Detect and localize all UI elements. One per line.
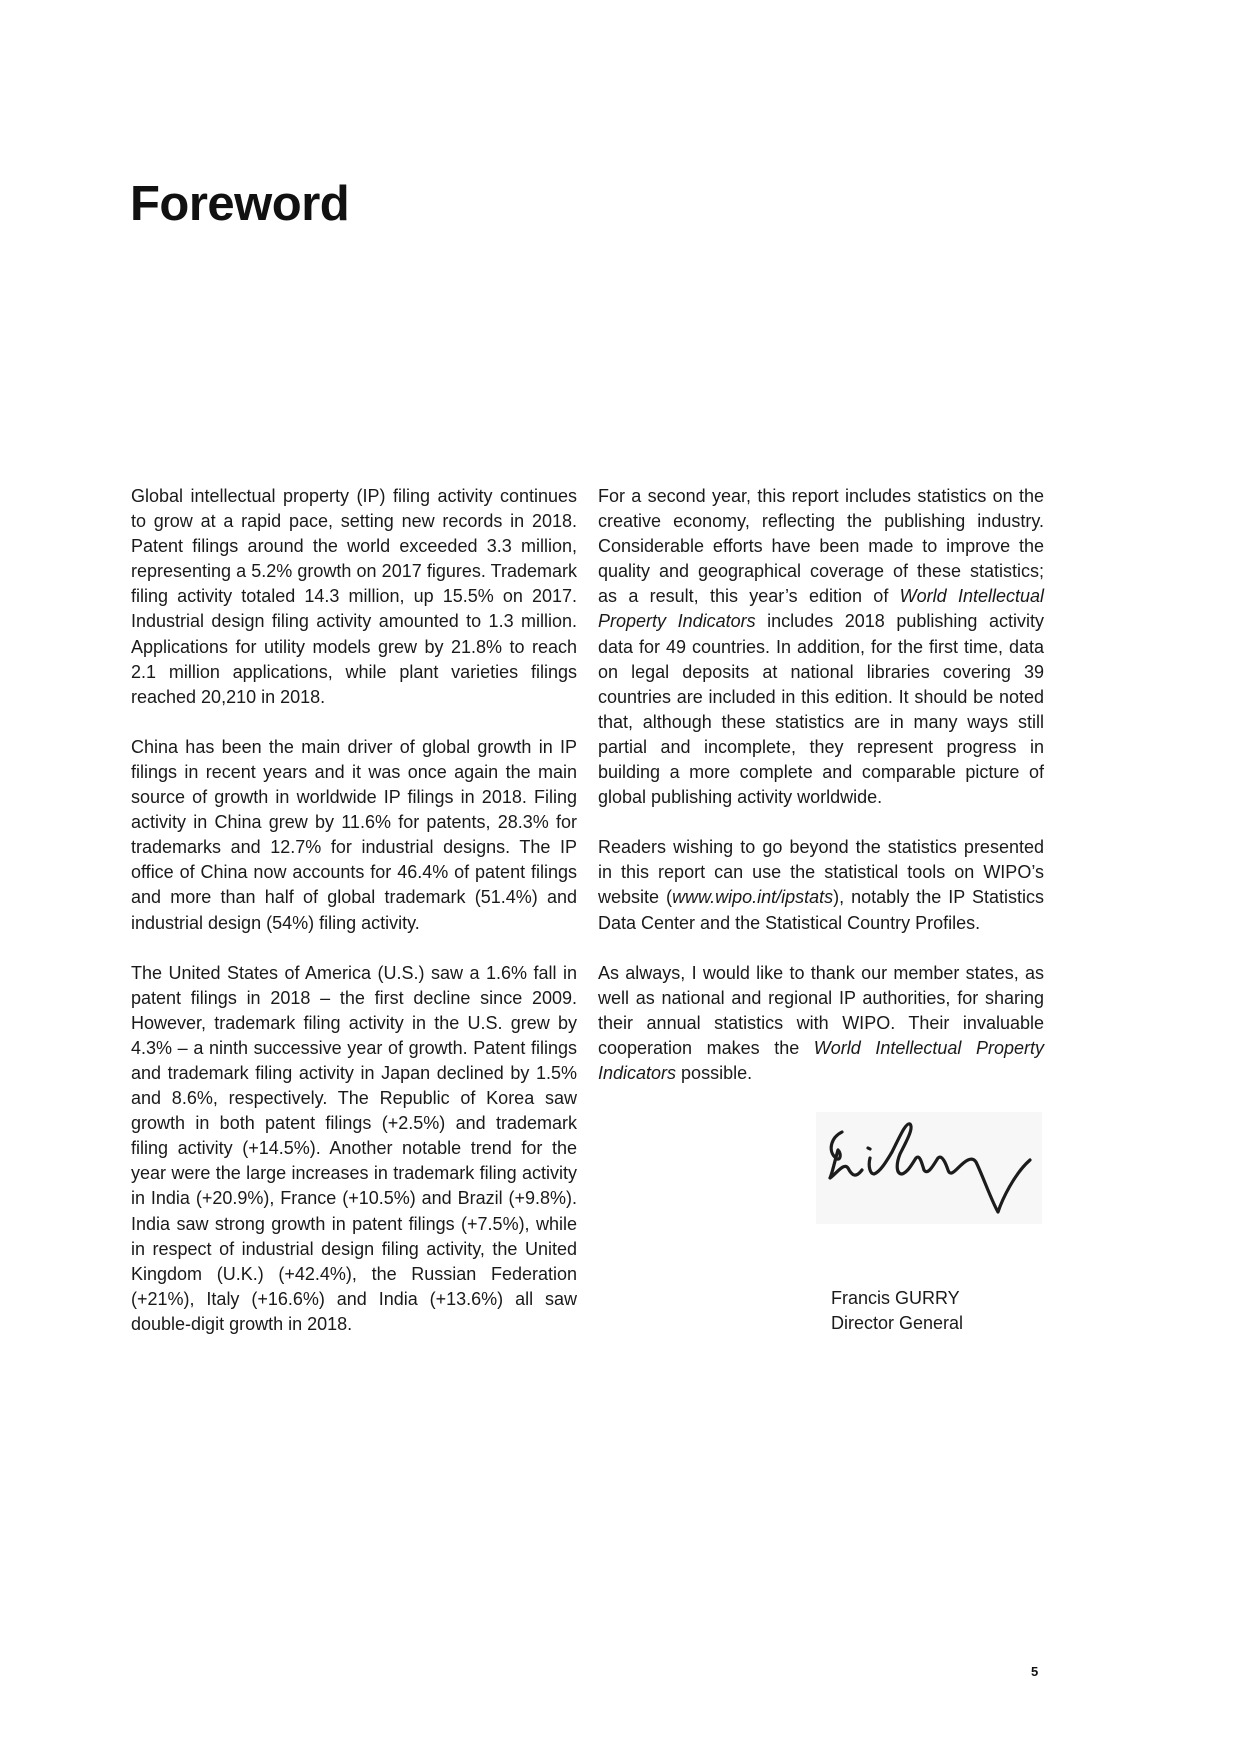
acknowledgement-text-b: possible. (676, 1062, 753, 1083)
acknowledgement-text-a: As always, I would like to thank our member states, as well as national and regional IP authorities, for sharing their annual statistics with WIPO. Their invaluable cooperation makes the (598, 962, 1044, 1058)
paragraph-acknowledgement (598, 961, 1044, 1086)
page-title: Foreword (130, 177, 350, 231)
statistics-tools-text-a: Readers wishing to go beyond the statistics presented in this report can use the statistical tools on WIPO’s website ( (598, 837, 1044, 908)
left-column (131, 484, 577, 1362)
right-column (598, 484, 1044, 1111)
creative-economy-text-a: For a second year, this report includes statistics on the creative economy, reflecting the publishing industry. Considerable efforts have been made to improve the quality and geographical coverage of these statistics; as a result, this year’s edition of (598, 486, 1044, 607)
signatory-name: Francis GURRY (831, 1288, 960, 1308)
signatory-role: Director General (831, 1313, 964, 1334)
paragraph-statistics-tools (598, 835, 1044, 935)
report-title-italic: World Intellectual Property Indicators (598, 586, 1045, 632)
signature-image (816, 1112, 1042, 1224)
paragraph-china-growth: China has been the main driver of global growth in IP filings in recent years and it was once again the main source of growth in worldwide IP filings in 2018. Filing activity in China grew by 11.6% for patents, 28.3% for trademarks and 12.7% for industrial designs. The IP office of China now accounts for 46.4% of patent filings and more than half of global trademark (51.4%) and industrial design (54%) filing activity. (131, 736, 577, 933)
paragraph-ip-filing-overview: Global intellectual property (IP) filing activity continues to grow at a rapid pace, setting new records in 2018. Patent filings around the world exceeded 3.3 million, representing a 5.2% growth on 2017 figures. Trademark filing activity totaled 14.3 million, up 15.5% on 2017. Industrial design filing activity amounted to 1.3 million. Applications for utility models grew by 21.8% to reach 2.1 million applications, while plant varieties filings reached 20,210 in 2018. (131, 486, 577, 707)
paragraph-creative-economy (598, 484, 1044, 810)
statistics-tools-text-b: ), notably the IP Statistics Data Center and the Statistical Country Profiles. (598, 887, 1045, 933)
ipstats-link[interactable]: www.wipo.int/ipstats (672, 887, 834, 908)
page-number: 5 (1031, 1664, 1039, 1679)
signatory-block (831, 1286, 963, 1336)
creative-economy-text-b: includes 2018 publishing activity data for 49 countries. In addition, for the first time, data on legal deposits at national libraries covering 39 countries are included in this edition. It should be noted that, although these statistics are in many ways still partial and incomplete, they represent progress in building a more complete and comparable picture of global publishing activity worldwide. (598, 611, 1044, 808)
report-title-italic: World Intellectual Property Indicators (598, 1037, 1044, 1083)
paragraph-country-trends: The United States of America (U.S.) saw a 1.6% fall in patent filings in 2018 – the first decline since 2009. However, trademark filing activity in the U.S. grew by 4.3% – a ninth successive year of growth. Patent filings and trademark filing activity in Japan declined by 1.5% and 8.6%, respectively. The Republic of Korea saw growth in both patent filings (+2.5%) and trademark filing activity (+14.5%). Another notable trend for the year were the large increases in trademark filing activity in India (+20.9%), France (+10.5%) and Brazil (+9.8%). India saw strong growth in patent filings (+7.5%), while in respect of industrial design filing activity, the United Kingdom (U.K.) (+42.4%), the Russian Federation (+21%), Italy (+16.6%) and India (+13.6%) all saw double-digit growth in 2018. (131, 962, 577, 1334)
